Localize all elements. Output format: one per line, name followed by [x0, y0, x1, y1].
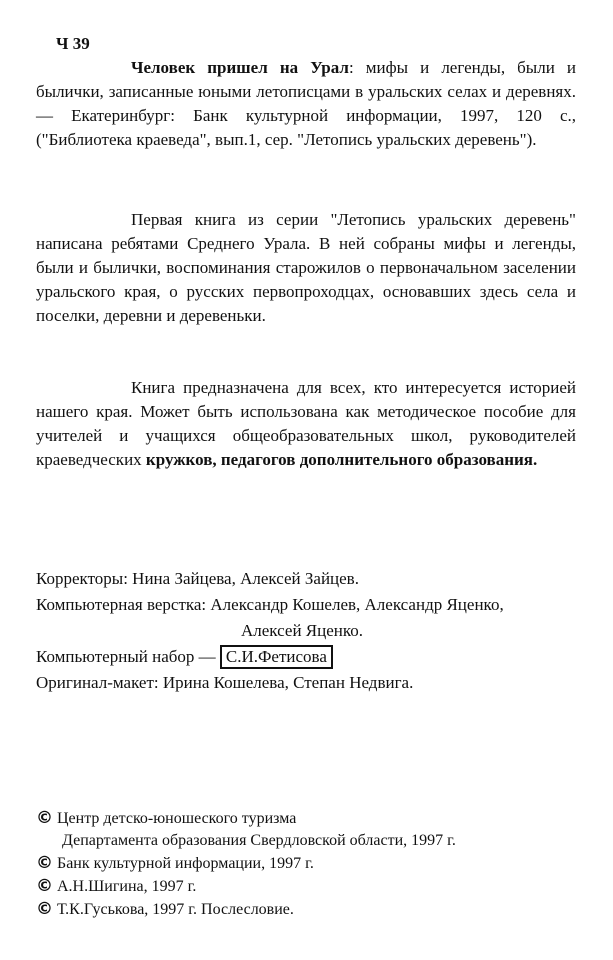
credit-original-layout: Оригинал-макет: Ирина Кошелева, Степан Недвига. — [36, 673, 414, 692]
classification-code: Ч 39 — [56, 34, 90, 53]
bibliographic-details: : мифы и легенды, были и былички, записанные юными летописцами в уральских селах и деревнях. — Екатеринбург: Банк культурной информации, 1997, 120 с., ("Библиотека краеведа", вып.1, сер. "Летопись уральских деревень"). — [36, 58, 577, 149]
copyright-line-3 — [36, 875, 596, 898]
audience-text-end: кружков, педагогов дополнительного образования. — [145, 450, 538, 469]
copyright-text-1: Центр детско-юношеского туризма — [57, 810, 297, 827]
copyright-block — [36, 807, 596, 921]
bibliographic-annotation — [36, 56, 576, 152]
copyright-text-2: Банк культурной информации, 1997 г. — [57, 855, 314, 872]
copyright-line-4 — [36, 898, 596, 921]
book-title: Человек пришел на Урал — [131, 58, 349, 77]
description-paragraph-1: Первая книга из серии "Летопись уральских деревень" написана ребятами Среднего Урала. В ней собраны мифы и легенды, были и былички, воспоминания старожилов о первоначальном заселении уральского края, о русских первопроходцах, основавших здесь села и поселки, деревни и деревеньки. — [36, 210, 576, 325]
copyright-line-1-cont: Департамента образования Свердловской области, 1997 г. — [62, 832, 456, 849]
credit-typing-label: Компьютерный набор — — [36, 647, 216, 666]
copyright-icon: © — [36, 853, 53, 873]
copyright-icon: © — [36, 899, 53, 919]
copyright-line-2 — [36, 852, 596, 875]
credit-typing-name: С.И.Фетисова — [220, 645, 333, 669]
audience-text: Книга предназначена для всех, кто интересуется историей нашего края. Может быть использована как методическое пособие для учителей и учащихся общеобразовательных школ, руководителей краеведческих — [36, 378, 576, 469]
copyright-icon: © — [36, 808, 53, 828]
description-paragraph-2 — [36, 376, 576, 472]
copyright-icon: © — [36, 876, 53, 896]
credit-typing — [36, 644, 596, 670]
copyright-line-1 — [36, 807, 596, 830]
credits-block — [36, 566, 596, 696]
credit-correctors: Корректоры: Нина Зайцева, Алексей Зайцев. — [36, 569, 359, 588]
credit-layout-cont: Алексей Яценко. — [241, 621, 364, 640]
credit-layout: Компьютерная верстка: Александр Кошелев, Александр Яценко, — [36, 595, 504, 614]
copyright-text-4: Т.К.Гуськова, 1997 г. Послесловие. — [57, 901, 294, 918]
copyright-text-3: А.Н.Шигина, 1997 г. — [57, 878, 197, 895]
